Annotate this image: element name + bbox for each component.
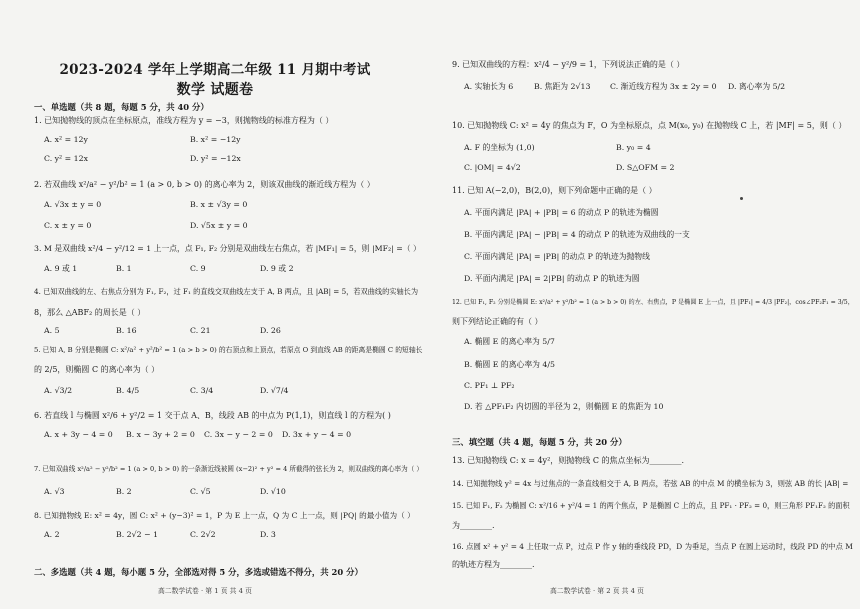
q7-option-b: B. 2 xyxy=(116,487,132,496)
q4-option-c: C. 21 xyxy=(190,326,211,335)
q10-option-c: C. |OM| = 4√2 xyxy=(464,163,521,172)
q6-option-c: C. 3x − y − 2 = 0 xyxy=(204,430,273,439)
question-11: 11. 已知 A(−2,0)，B(2,0)，则下列命题中正确的是（ ） xyxy=(452,186,657,195)
section-multi-choice: 二、多选题（共 4 题，每小题 5 分，全部选对得 5 分，多选或错选不得分，共 20 分） xyxy=(34,567,363,577)
q8-option-b: B. 2√2 − 1 xyxy=(116,530,159,539)
q8-option-c: C. 2√2 xyxy=(190,530,216,539)
question-12: 12. 已知 F₁, F₂ 分别是椭圆 E: x²/a² + y²/b² = 1 (a > b > 0) 的左、右焦点，P 是椭圆 E 上一点，且 |PF₁| = 4/3 |PF₂|，cos∠PF₂F₁ = 3/5， xyxy=(452,299,854,306)
page-footer-left: 高二数学试卷 · 第 1 页 共 4 页 xyxy=(158,587,252,595)
q9-option-a: A. 实轴长为 6 xyxy=(464,82,514,91)
q12-option-d: D. 若 △PF₁F₂ 内切圆的半径为 2，则椭圆 E 的焦距为 10 xyxy=(464,402,664,411)
q7-option-a: A. √3 xyxy=(44,487,65,496)
q4-option-d: D. 26 xyxy=(260,326,281,335)
question-2: 2. 若双曲线 x²/a² − y²/b² = 1 (a > 0, b > 0) 的离心率为 2，则该双曲线的渐近线方程为（ ） xyxy=(34,180,375,189)
question-4-cont: 8，那么 △ABF₂ 的周长是（ ） xyxy=(34,308,146,317)
q10-option-a: A. F 的坐标为 (1,0) xyxy=(464,143,535,152)
q12-option-b: B. 椭圆 E 的离心率为 4/5 xyxy=(464,360,555,369)
question-15-cont: 为________. xyxy=(452,521,495,530)
q7-option-c: C. √5 xyxy=(190,487,211,496)
q3-option-a: A. 9 或 1 xyxy=(44,264,78,273)
q2-option-b: B. x ± √3y = 0 xyxy=(190,200,248,209)
q12-option-c: C. PF₁ ⊥ PF₂ xyxy=(464,381,515,390)
question-4: 4. 已知双曲线的左、右焦点分别为 F₁, F₂，过 F₁ 的直线交双曲线左支于 A, B 两点，且 |AB| = 5，若双曲线的实轴长为 xyxy=(34,287,419,296)
scan-mark xyxy=(740,197,743,200)
exam-title: 2023-2024 学年上学期高二年级 11 月期中考试 xyxy=(59,62,371,78)
q10-option-d: D. S△OFM = 2 xyxy=(616,163,675,172)
q8-option-d: D. 3 xyxy=(260,530,276,539)
q1-option-d: D. y² = −12x xyxy=(190,154,241,163)
q1-option-b: B. x² = −12y xyxy=(190,135,241,144)
question-9: 9. 已知双曲线的方程：x²/4 − y²/9 = 1，下列说法正确的是（ ） xyxy=(452,60,685,69)
q4-option-b: B. 16 xyxy=(116,326,137,335)
section-single-choice: 一、单选题（共 8 题，每题 5 分，共 40 分） xyxy=(34,102,209,112)
question-16-cont: 的轨迹方程为________. xyxy=(452,560,535,569)
question-7: 7. 已知双曲线 x²/a² − y²/b² = 1 (a > 0, b > 0) 的一条渐近线被圆 (x−2)² + y² = 4 所截得的弦长为 2，则双曲线的离心率为（ ） xyxy=(34,465,424,473)
q2-option-c: C. x ± y = 0 xyxy=(44,221,92,230)
question-14: 14. 已知抛物线 y² = 4x 与过焦点的一条直线相交于 A, B 两点，若弦 AB 的中点 M 的横坐标为 3，则弦 AB 的长 |AB| = xyxy=(452,479,849,488)
q7-option-d: D. √10 xyxy=(260,487,286,496)
q3-option-d: D. 9 或 2 xyxy=(260,264,294,273)
q11-option-a: A. 平面内满足 |PA| + |PB| = 6 的动点 P 的轨迹为椭圆 xyxy=(464,208,659,217)
q8-option-a: A. 2 xyxy=(44,530,60,539)
q11-option-d: D. 平面内满足 |PA| = 2|PB| 的动点 P 的轨迹为圆 xyxy=(464,274,640,283)
page-footer-right: 高二数学试卷 · 第 2 页 共 4 页 xyxy=(550,587,644,595)
q11-option-c: C. 平面内满足 |PA| = |PB| 的动点 P 的轨迹为抛物线 xyxy=(464,252,650,261)
question-10: 10. 已知抛物线 C: x² = 4y 的焦点为 F，O 为坐标原点，点 M(x₀, y₀) 在抛物线 C 上，若 |MF| = 5，则（ ） xyxy=(452,121,847,130)
q10-option-b: B. y₀ = 4 xyxy=(616,143,651,152)
q1-option-a: A. x² = 12y xyxy=(44,135,88,144)
q2-option-d: D. √5x ± y = 0 xyxy=(190,221,248,230)
question-5: 5. 已知 A, B 分别是椭圆 C: x²/a² + y²/b² = 1 (a > b > 0) 的右顶点和上顶点，若原点 O 到直线 AB 的距离是椭圆 C 的短轴长 xyxy=(34,346,423,354)
question-1: 1. 已知抛物线的顶点在坐标原点，准线方程为 y = −3，则抛物线的标准方程为（ ） xyxy=(34,116,334,125)
question-16: 16. 点圆 x² + y² = 4 上任取一点 P，过点 P 作 y 轴的垂线段 PD，D 为垂足，当点 P 在圆上运动时，线段 PD 的中点 M xyxy=(452,542,853,551)
q3-option-c: C. 9 xyxy=(190,264,206,273)
q3-option-b: B. 1 xyxy=(116,264,132,273)
q4-option-a: A. 5 xyxy=(44,326,60,335)
exam-page-right xyxy=(430,0,860,609)
q12-option-a: A. 椭圆 E 的离心率为 5/7 xyxy=(464,337,555,346)
q5-option-d: D. √7/4 xyxy=(260,386,289,395)
question-6: 6. 若直线 l 与椭圆 x²/6 + y²/2 = 1 交于点 A、B，线段 AB 的中点为 P(1,1)，则直线 l 的方程为( ) xyxy=(34,411,391,420)
q1-option-c: C. y² = 12x xyxy=(44,154,88,163)
q5-option-c: C. 3/4 xyxy=(190,386,214,395)
question-13: 13. 已知抛物线 C: x = 4y²，则抛物线 C 的焦点坐标为________. xyxy=(452,456,685,465)
q9-option-b: B. 焦距为 2√13 xyxy=(534,82,591,91)
q11-option-b: B. 平面内满足 |PA| − |PB| = 4 的动点 P 的轨迹为双曲线的一支 xyxy=(464,230,690,239)
question-3: 3. M 是双曲线 x²/4 − y²/12 = 1 上一点，点 F₁, F₂ 分别是双曲线左右焦点，若 |MF₁| = 5，则 |MF₂| =（ ） xyxy=(34,244,421,253)
q9-option-d: D. 离心率为 5/2 xyxy=(728,82,786,91)
q6-option-a: A. x + 3y − 4 = 0 xyxy=(44,430,113,439)
q9-option-c: C. 渐近线方程为 3x ± 2y = 0 xyxy=(610,82,717,91)
q2-option-a: A. √3x ± y = 0 xyxy=(44,200,102,209)
question-8: 8. 已知抛物线 E: x² = 4y，圆 C: x² + (y−3)² = 1，P 为 E 上一点，Q 为 C 上一点，则 |PQ| 的最小值为（ ） xyxy=(34,511,415,520)
exam-subtitle: 数学 试题卷 xyxy=(176,82,254,98)
question-12-cont: 则下列结论正确的有（ ） xyxy=(452,317,543,326)
q6-option-d: D. 3x + y − 4 = 0 xyxy=(282,430,352,439)
section-fill-blank: 三、填空题（共 4 题，每题 5 分，共 20 分） xyxy=(452,437,627,447)
question-5-cont: 的 2/5，则椭圆 C 的离心率为（ ） xyxy=(34,365,160,374)
q5-option-a: A. √3/2 xyxy=(44,386,73,395)
q5-option-b: B. 4/5 xyxy=(116,386,140,395)
q6-option-b: B. x − 3y + 2 = 0 xyxy=(126,430,195,439)
question-15: 15. 已知 F₁, F₂ 为椭圆 C: x²/16 + y²/4 = 1 的两个焦点，P 是椭圆 C 上的点，且 PF₁ · PF₂ = 0，则三角形 PF₁F₂ 的面积 xyxy=(452,501,850,510)
